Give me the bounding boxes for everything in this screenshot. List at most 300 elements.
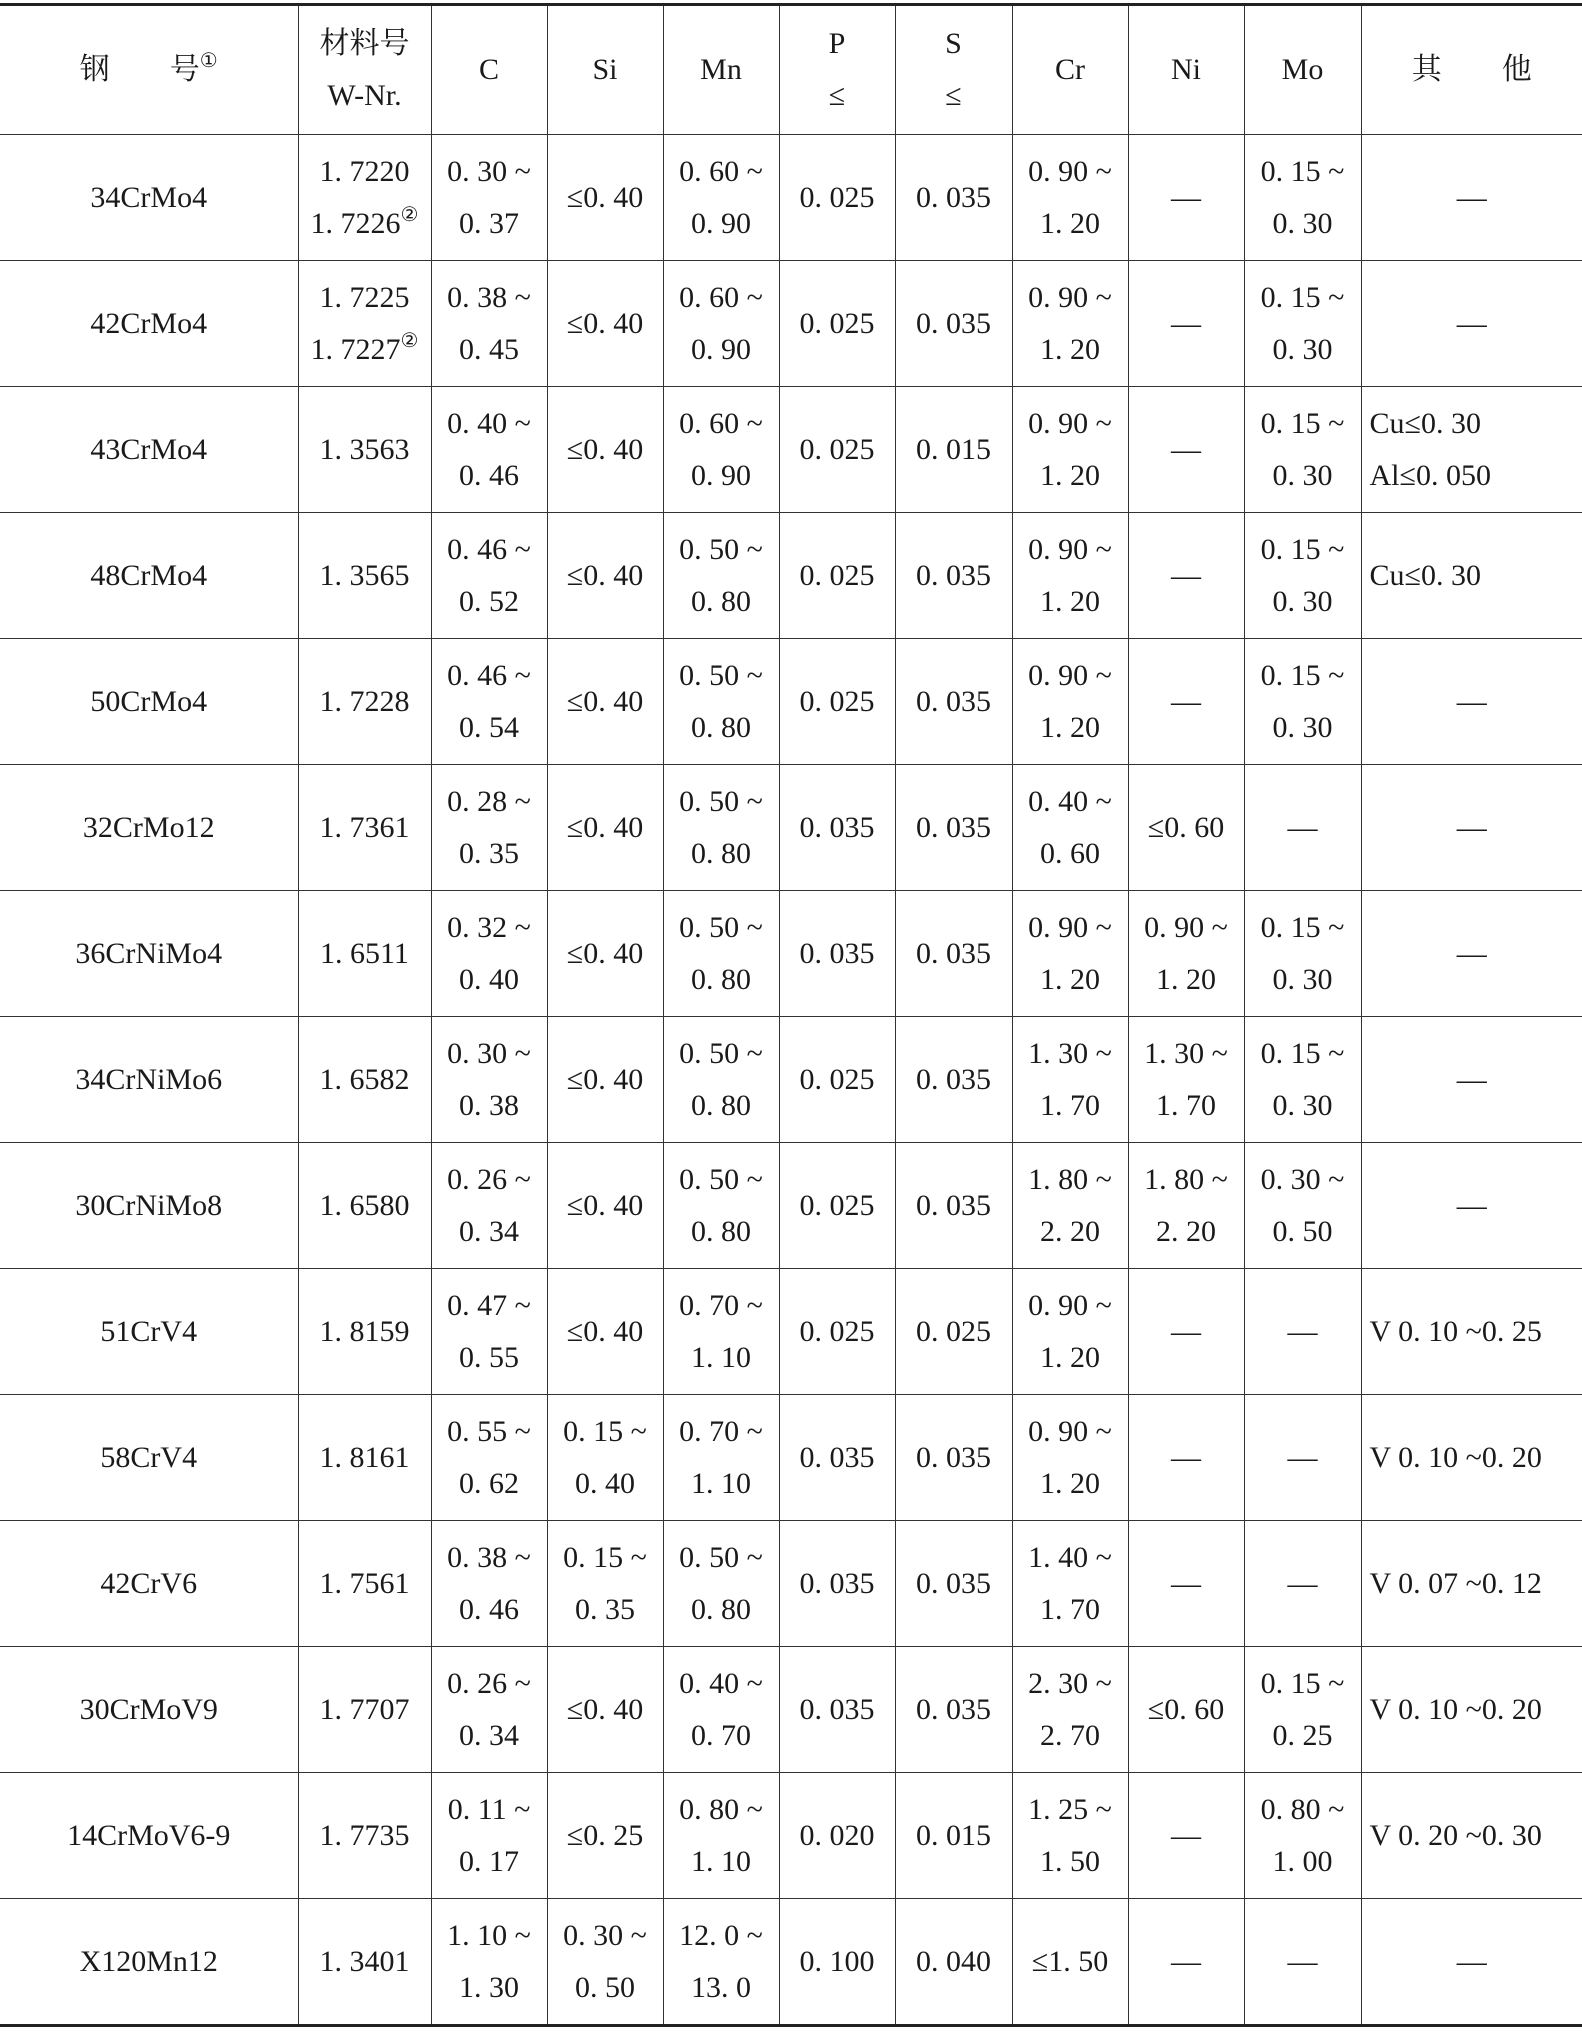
header-material-line2: W-Nr.: [327, 79, 402, 112]
cell-cr-text: 1. 80 ~: [1028, 1162, 1112, 1196]
cell-other-text: V 0. 20 ~0. 30: [1369, 1818, 1542, 1852]
cell-si-line: [548, 676, 663, 728]
cell-ni-text: 2. 20: [1156, 1214, 1216, 1248]
cell-cr-line: [1013, 1836, 1128, 1888]
cell-c: [431, 1143, 547, 1269]
cell-cr-text: 0. 90 ~: [1028, 532, 1112, 566]
table-row: [0, 891, 1582, 1017]
cell-ni-line: [1129, 424, 1244, 476]
cell-si-line: [548, 802, 663, 854]
cell-si-text: ≤0. 40: [566, 1062, 644, 1096]
cell-ni: [1128, 513, 1244, 639]
cell-c-line: [432, 902, 547, 954]
cell-ni-text: —: [1171, 1440, 1201, 1474]
cell-c-text: 0. 46 ~: [447, 658, 531, 692]
cell-mo-line: [1245, 1658, 1361, 1710]
cell-cr-text: 1. 20: [1040, 1466, 1100, 1500]
cell-mn-text: 0. 80: [691, 584, 751, 618]
cell-cr: [1012, 261, 1128, 387]
cell-other: [1361, 1521, 1582, 1647]
cell-other: [1361, 135, 1582, 261]
cell-grade: 51CrV4: [0, 1269, 298, 1395]
cell-c: [431, 513, 547, 639]
cell-ni-line: [1129, 802, 1244, 854]
cell-mat-text: 1. 7225: [319, 280, 410, 314]
cell-mat-text: 1. 3401: [319, 1944, 410, 1978]
cell-c-text: 0. 46 ~: [447, 532, 531, 566]
cell-cr-line: [1013, 1154, 1128, 1206]
cell-mn-line: [664, 954, 779, 1006]
cell-cr-text: 1. 20: [1040, 458, 1100, 492]
cell-s: 0. 015: [895, 1773, 1012, 1899]
cell-mn: [663, 1269, 779, 1395]
cell-ni: [1128, 1521, 1244, 1647]
cell-mat: [298, 261, 431, 387]
cell-ni-text: 1. 80 ~: [1144, 1162, 1228, 1196]
cell-c-line: [432, 1910, 547, 1962]
cell-c-line: [432, 576, 547, 628]
cell-c: [431, 1521, 547, 1647]
cell-ni-line: [1129, 1306, 1244, 1358]
table-row: [0, 1899, 1582, 2026]
cell-cr-text: 1. 30 ~: [1028, 1036, 1112, 1070]
header-p-line2: ≤: [828, 79, 846, 112]
cell-ni-line: [1129, 676, 1244, 728]
cell-s: 0. 035: [895, 1395, 1012, 1521]
cell-c: [431, 1395, 547, 1521]
cell-mo: [1244, 261, 1361, 387]
cell-cr-line: [1013, 1458, 1128, 1510]
table-row: [0, 387, 1582, 513]
cell-mn-line: [664, 450, 779, 502]
cell-si: [547, 1017, 663, 1143]
cell-cr: [1012, 1269, 1128, 1395]
cell-si-line: [548, 1584, 663, 1636]
cell-ni: [1128, 1773, 1244, 1899]
cell-c-text: 1. 30: [459, 1970, 519, 2004]
cell-mo-text: 0. 15 ~: [1260, 154, 1345, 188]
cell-c-text: 0. 32 ~: [447, 910, 531, 944]
cell-mat-line: [299, 550, 431, 602]
cell-c-line: [432, 1962, 547, 2014]
cell-cr: [1012, 1143, 1128, 1269]
cell-mo-line: [1245, 1432, 1361, 1484]
cell-mn-line: [664, 1332, 779, 1384]
cell-c: [431, 1773, 547, 1899]
cell-grade: X120Mn12: [0, 1899, 298, 2026]
cell-grade: 34CrMo4: [0, 135, 298, 261]
cell-c-line: [432, 702, 547, 754]
cell-mn: [663, 765, 779, 891]
table-row: [0, 765, 1582, 891]
cell-other: [1361, 387, 1582, 513]
cell-c-line: [432, 450, 547, 502]
cell-p: 0. 025: [779, 639, 895, 765]
cell-si-line: [548, 1406, 663, 1458]
cell-other-text: Cu≤0. 30: [1369, 558, 1481, 592]
cell-p: 0. 025: [779, 135, 895, 261]
cell-mo-line: [1245, 272, 1361, 324]
cell-c-line: [432, 1206, 547, 1258]
cell-mat-line: [299, 198, 431, 250]
cell-mn: [663, 1017, 779, 1143]
cell-mn-text: 0. 60 ~: [679, 154, 763, 188]
cell-grade: 42CrV6: [0, 1521, 298, 1647]
cell-mo-text: 0. 30 ~: [1260, 1162, 1345, 1196]
cell-other-line: [1362, 1936, 1582, 1988]
cell-ni-line: [1129, 1080, 1244, 1132]
header-s-line1: S: [945, 27, 962, 60]
cell-mo: [1244, 1521, 1361, 1647]
cell-c-line: [432, 524, 547, 576]
cell-c-text: 0. 38 ~: [447, 280, 531, 314]
cell-ni-text: —: [1171, 1818, 1201, 1852]
cell-other: [1361, 639, 1582, 765]
cell-cr: [1012, 639, 1128, 765]
cell-mo-text: —: [1287, 1440, 1318, 1474]
cell-cr-text: 0. 90 ~: [1028, 910, 1112, 944]
cell-mn-text: 0. 40 ~: [679, 1666, 763, 1700]
cell-mn-text: 0. 50 ~: [679, 1162, 763, 1196]
cell-s: 0. 015: [895, 387, 1012, 513]
cell-mat-text: 1. 7227: [310, 332, 401, 366]
cell-other-text: Cu≤0. 30: [1369, 406, 1481, 440]
cell-si-text: ≤0. 25: [566, 1818, 644, 1852]
cell-cr-line: [1013, 1532, 1128, 1584]
cell-si-line: [548, 550, 663, 602]
cell-cr-text: 1. 40 ~: [1028, 1540, 1112, 1574]
cell-s: 0. 035: [895, 891, 1012, 1017]
cell-other-text: —: [1456, 180, 1487, 214]
cell-mn-text: 0. 80: [691, 1088, 751, 1122]
cell-si-text: ≤0. 40: [566, 1314, 644, 1348]
cell-ni-line: [1129, 1432, 1244, 1484]
cell-mo-line: [1245, 576, 1361, 628]
cell-mat-line: [299, 928, 431, 980]
cell-cr-line: [1013, 828, 1128, 880]
cell-cr-line: [1013, 1658, 1128, 1710]
cell-other-text: —: [1456, 810, 1487, 844]
cell-ni: [1128, 639, 1244, 765]
cell-mn-line: [664, 902, 779, 954]
cell-si: [547, 1521, 663, 1647]
cell-mn: [663, 1143, 779, 1269]
cell-s: 0. 035: [895, 765, 1012, 891]
cell-mn-line: [664, 1710, 779, 1762]
cell-mo-text: 0. 25: [1272, 1718, 1333, 1752]
cell-mo-text: 0. 30: [1272, 458, 1333, 492]
cell-other-text: —: [1456, 1944, 1487, 1978]
cell-mo-line: [1245, 1836, 1361, 1888]
cell-mn-line: [664, 1658, 779, 1710]
cell-cr-line: [1013, 272, 1128, 324]
cell-mat: [298, 1395, 431, 1521]
cell-mo-line: [1245, 198, 1361, 250]
cell-mn-text: 0. 70 ~: [679, 1414, 763, 1448]
cell-s: 0. 035: [895, 639, 1012, 765]
cell-cr-line: [1013, 1710, 1128, 1762]
cell-c-text: 0. 34: [459, 1718, 519, 1752]
cell-si-text: ≤0. 40: [566, 684, 644, 718]
cell-ni-line: [1129, 1810, 1244, 1862]
cell-cr-text: 1. 20: [1040, 332, 1100, 366]
cell-mn: [663, 1395, 779, 1521]
cell-mo-text: 0. 30: [1272, 206, 1333, 240]
cell-cr-text: 0. 90 ~: [1028, 1288, 1112, 1322]
cell-cr-text: 0. 60: [1040, 836, 1100, 870]
cell-mn-line: [664, 776, 779, 828]
cell-ni-line: [1129, 172, 1244, 224]
table-body: [0, 135, 1582, 2026]
cell-other-text: V 0. 10 ~0. 20: [1369, 1440, 1542, 1474]
cell-ni-text: —: [1171, 684, 1201, 718]
cell-c-text: 0. 37: [459, 206, 519, 240]
cell-c: [431, 387, 547, 513]
cell-ni-line: [1129, 1936, 1244, 1988]
table-row: [0, 639, 1582, 765]
cell-c-text: 0. 47 ~: [447, 1288, 531, 1322]
cell-mo-line: [1245, 902, 1361, 954]
cell-c-text: 0. 38 ~: [447, 1540, 531, 1574]
cell-cr-text: ≤1. 50: [1031, 1944, 1109, 1978]
cell-c-text: 0. 11 ~: [447, 1792, 531, 1826]
cell-si-line: [548, 1684, 663, 1736]
cell-mn-line: [664, 1962, 779, 2014]
cell-mn-line: [664, 1206, 779, 1258]
cell-cr-line: [1013, 1784, 1128, 1836]
cell-mn-line: [664, 146, 779, 198]
cell-other-text: V 0. 07 ~0. 12: [1369, 1566, 1542, 1600]
cell-s: 0. 040: [895, 1899, 1012, 2026]
cell-mo-text: —: [1287, 1566, 1318, 1600]
cell-p: 0. 025: [779, 1269, 895, 1395]
cell-c-line: [432, 324, 547, 376]
cell-mat-line: [299, 1306, 431, 1358]
cell-si-line: [548, 1306, 663, 1358]
header-row: [0, 5, 1582, 135]
cell-mo-line: [1245, 1154, 1361, 1206]
cell-grade: 30CrMoV9: [0, 1647, 298, 1773]
cell-cr-text: 1. 20: [1040, 710, 1100, 744]
cell-mn-text: 0. 80: [691, 1592, 751, 1626]
cell-c-line: [432, 398, 547, 450]
cell-cr-line: [1013, 1406, 1128, 1458]
cell-mo-text: 0. 15 ~: [1260, 532, 1345, 566]
cell-ni-line: [1129, 1028, 1244, 1080]
cell-si-text: 0. 15 ~: [563, 1414, 647, 1448]
cell-c-line: [432, 1658, 547, 1710]
cell-p: 0. 100: [779, 1899, 895, 2026]
cell-mat: [298, 1521, 431, 1647]
cell-other-text: —: [1456, 1062, 1487, 1096]
cell-ni-text: ≤0. 60: [1147, 1692, 1225, 1726]
cell-mn-text: 0. 80: [691, 710, 751, 744]
cell-mat-text: 1. 7220: [319, 154, 410, 188]
cell-ni-line: [1129, 1206, 1244, 1258]
cell-c-text: 0. 40 ~: [447, 406, 531, 440]
cell-mat-line: [299, 146, 431, 198]
table-row: [0, 1521, 1582, 1647]
table-row: [0, 1017, 1582, 1143]
cell-mn-line: [664, 1458, 779, 1510]
cell-mn-line: [664, 324, 779, 376]
cell-cr-line: [1013, 1280, 1128, 1332]
cell-c: [431, 891, 547, 1017]
cell-mo-text: 0. 30: [1272, 332, 1333, 366]
cell-si-text: ≤0. 40: [566, 810, 644, 844]
cell-mo-line: [1245, 1306, 1361, 1358]
cell-s: 0. 035: [895, 1017, 1012, 1143]
cell-p: 0. 020: [779, 1773, 895, 1899]
cell-other-line: [1362, 928, 1582, 980]
cell-mat: [298, 1143, 431, 1269]
table-row: [0, 1395, 1582, 1521]
cell-ni: [1128, 387, 1244, 513]
cell-mn: [663, 1773, 779, 1899]
cell-si: [547, 1647, 663, 1773]
cell-c-text: 0. 28 ~: [447, 784, 531, 818]
cell-mo-text: —: [1287, 1314, 1318, 1348]
cell-si: [547, 765, 663, 891]
cell-mn-text: 0. 50 ~: [679, 532, 763, 566]
cell-si-text: 0. 50: [575, 1970, 635, 2004]
cell-si-line: [548, 1910, 663, 1962]
cell-mo-line: [1245, 1206, 1361, 1258]
cell-si: [547, 261, 663, 387]
header-s: [895, 5, 1012, 135]
cell-other-text: V 0. 10 ~0. 20: [1369, 1692, 1542, 1726]
cell-mat: [298, 1017, 431, 1143]
cell-other: [1361, 513, 1582, 639]
cell-c-text: 0. 40: [459, 962, 519, 996]
cell-grade: 58CrV4: [0, 1395, 298, 1521]
cell-ni: [1128, 261, 1244, 387]
cell-si: [547, 1269, 663, 1395]
cell-mn-line: [664, 1406, 779, 1458]
cell-mo: [1244, 1773, 1361, 1899]
cell-cr-text: 1. 20: [1040, 206, 1100, 240]
cell-mo-text: —: [1287, 810, 1318, 844]
cell-mo-line: [1245, 1784, 1361, 1836]
cell-mn-text: 1. 10: [691, 1340, 751, 1374]
cell-mn-text: 0. 90: [691, 458, 751, 492]
cell-mn-line: [664, 524, 779, 576]
cell-mat-text: 1. 7361: [319, 810, 410, 844]
cell-ni-line: [1129, 1684, 1244, 1736]
cell-si-line: [548, 424, 663, 476]
cell-mn-line: [664, 1836, 779, 1888]
cell-ni-line: [1129, 298, 1244, 350]
cell-mn-text: 0. 50 ~: [679, 658, 763, 692]
cell-mn-line: [664, 272, 779, 324]
header-grade-label: 钢 号: [79, 53, 200, 86]
cell-si-line: [548, 1532, 663, 1584]
cell-ni-text: —: [1171, 558, 1201, 592]
cell-cr-text: 1. 70: [1040, 1592, 1100, 1626]
cell-si-text: 0. 35: [575, 1592, 635, 1626]
cell-p: 0. 035: [779, 891, 895, 1017]
cell-mo-line: [1245, 524, 1361, 576]
header-material-number: [298, 5, 431, 135]
cell-s: 0. 035: [895, 261, 1012, 387]
cell-s: 0. 035: [895, 1521, 1012, 1647]
cell-mat-text: 1. 7226: [310, 206, 401, 240]
header-material-line1: 材料号: [319, 27, 410, 60]
cell-mn-text: 0. 60 ~: [679, 406, 763, 440]
cell-si-text: ≤0. 40: [566, 1692, 644, 1726]
cell-cr-text: 2. 30 ~: [1028, 1666, 1112, 1700]
cell-ni: [1128, 765, 1244, 891]
cell-cr-line: [1013, 954, 1128, 1006]
cell-other-line: [1362, 676, 1582, 728]
cell-s: 0. 025: [895, 1269, 1012, 1395]
cell-mn: [663, 261, 779, 387]
cell-mn-line: [664, 702, 779, 754]
header-p: [779, 5, 895, 135]
cell-si-text: 0. 15 ~: [563, 1540, 647, 1574]
cell-c-text: 0. 45: [459, 332, 519, 366]
cell-mat-line: [299, 802, 431, 854]
cell-cr: [1012, 1899, 1128, 2026]
cell-mat-text: 1. 6582: [319, 1062, 410, 1096]
cell-mn-text: 0. 50 ~: [679, 1036, 763, 1070]
cell-p: 0. 025: [779, 1017, 895, 1143]
cell-other-text: V 0. 10 ~0. 25: [1369, 1314, 1542, 1348]
table-row: [0, 1143, 1582, 1269]
cell-mat-line: [299, 1684, 431, 1736]
cell-c-line: [432, 1028, 547, 1080]
cell-cr-line: [1013, 146, 1128, 198]
cell-other: [1361, 1899, 1582, 2026]
header-ni: Ni: [1128, 5, 1244, 135]
cell-mo-text: 0. 30: [1272, 710, 1333, 744]
cell-cr-text: 0. 90 ~: [1028, 1414, 1112, 1448]
cell-mn-text: 0. 80: [691, 962, 751, 996]
cell-other: [1361, 1143, 1582, 1269]
cell-cr-text: 0. 90 ~: [1028, 154, 1112, 188]
cell-mn-text: 0. 50 ~: [679, 784, 763, 818]
cell-mo: [1244, 891, 1361, 1017]
cell-mo: [1244, 1269, 1361, 1395]
cell-mat-text: 1. 3565: [319, 558, 410, 592]
cell-mo-line: [1245, 1558, 1361, 1610]
cell-cr: [1012, 387, 1128, 513]
cell-c-line: [432, 1710, 547, 1762]
header-grade-note: ①: [199, 50, 218, 72]
cell-mat-text: 1. 7707: [319, 1692, 410, 1726]
cell-mo-text: 0. 15 ~: [1260, 406, 1345, 440]
cell-cr-line: [1013, 398, 1128, 450]
cell-c-text: 0. 55: [459, 1340, 519, 1374]
cell-cr-text: 2. 20: [1040, 1214, 1100, 1248]
cell-mat-text: 1. 7735: [319, 1818, 410, 1852]
cell-si-line: [548, 298, 663, 350]
cell-p: 0. 025: [779, 261, 895, 387]
cell-c-text: 0. 38: [459, 1088, 519, 1122]
cell-cr-line: [1013, 524, 1128, 576]
cell-mo-text: 0. 15 ~: [1260, 280, 1345, 314]
cell-cr: [1012, 891, 1128, 1017]
cell-mat-line: [299, 424, 431, 476]
cell-c-line: [432, 1332, 547, 1384]
cell-mat-text: 1. 8161: [319, 1440, 410, 1474]
cell-cr-text: 1. 50: [1040, 1844, 1100, 1878]
cell-mn: [663, 891, 779, 1017]
cell-mat: [298, 1899, 431, 2026]
cell-cr-text: 1. 20: [1040, 1340, 1100, 1374]
cell-other-text: —: [1456, 936, 1487, 970]
cell-si: [547, 1395, 663, 1521]
